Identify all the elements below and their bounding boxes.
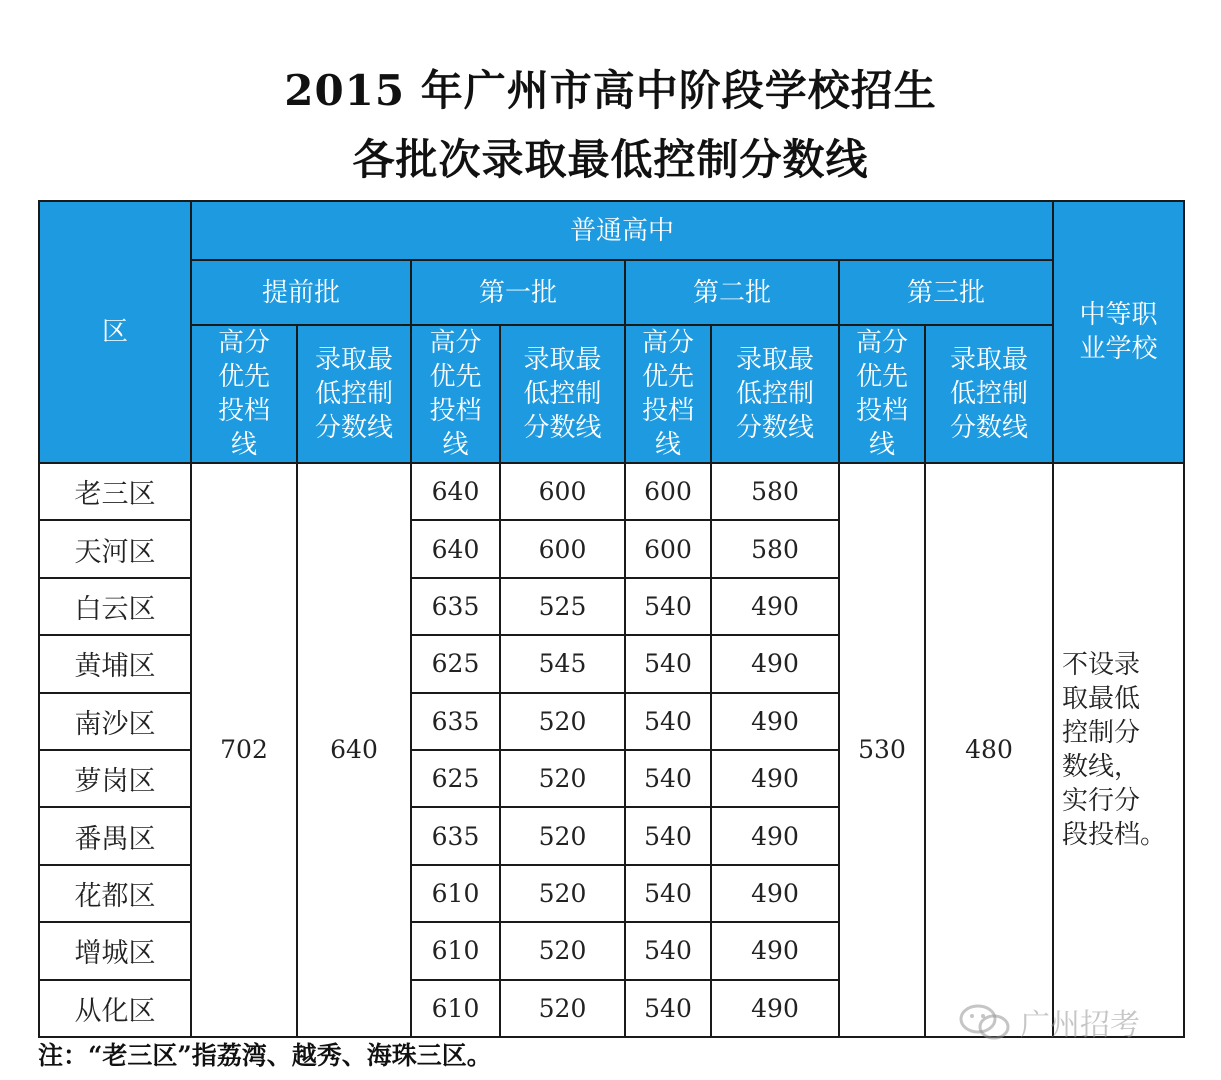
batch1-min-score: 520 [500,693,625,750]
header-sub-text: 低控制 [523,379,602,409]
header-sub-text: 优先 [217,362,270,392]
batch1-high-score: 635 [411,693,500,750]
header-sub-text: 低控制 [314,379,393,409]
district-cell: 天河区 [39,520,191,577]
header-district: 区 [39,201,191,463]
header-vocational-line: 业学校 [1079,334,1158,364]
header-sub-text: 线 [230,430,257,460]
header-min-control-line [711,325,839,463]
header-high-priority-line [411,325,500,463]
batch2-min-score: 580 [711,463,839,520]
batch2-high-score: 540 [625,578,711,635]
batch1-min-score: 520 [500,980,625,1037]
header-sub-text: 投档 [429,396,482,426]
district-cell: 黄埔区 [39,635,191,692]
batch1-min-score: 545 [500,635,625,692]
batch2-high-score: 540 [625,693,711,750]
vocational-note-line: 段投档。 [1062,819,1167,850]
header-min-control-line [297,325,411,463]
header-sub-text: 低控制 [735,379,814,409]
batch1-min-score: 520 [500,807,625,864]
header-high-priority-line [839,325,925,463]
district-cell: 老三区 [39,463,191,520]
batch2-high-score: 540 [625,807,711,864]
batch3-high-score: 530 [839,463,925,1037]
header-min-control-line [500,325,625,463]
vocational-note-line: 不设录 [1062,649,1141,680]
header-batch-1: 第一批 [411,260,625,325]
header-sub-text: 录取最 [735,345,814,375]
batch1-high-score: 635 [411,807,500,864]
batch2-min-score: 580 [711,520,839,577]
header-sub-text: 录取最 [523,345,602,375]
batch1-high-score: 610 [411,865,500,922]
district-cell: 从化区 [39,980,191,1037]
header-sub-text: 高分 [429,328,482,358]
watermark [958,1000,1140,1044]
batch1-min-score: 520 [500,750,625,807]
watermark-text: 广州招考 [1020,1008,1140,1043]
header-sub-text: 高分 [641,328,694,358]
header-sub-text: 优先 [641,362,694,392]
header-sub-text: 投档 [641,396,694,426]
batch2-high-score: 600 [625,463,711,520]
batch2-min-score: 490 [711,865,839,922]
batch2-min-score: 490 [711,578,839,635]
vocational-note-text [1062,648,1175,852]
district-cell: 萝岗区 [39,750,191,807]
batch1-high-score: 610 [411,980,500,1037]
batch1-high-score: 610 [411,922,500,979]
header-sub-text: 录取最 [950,345,1029,375]
header-sub-text: 线 [442,430,469,460]
vocational-note-line: 数线， [1062,751,1141,782]
batch1-high-score: 625 [411,750,500,807]
early-min-score: 640 [297,463,411,1037]
header-sub-text: 分数线 [735,413,814,443]
title-line-1: 2015 年广州市高中阶段学校招生 [284,66,937,115]
title-line-2: 各批次录取最低控制分数线 [352,135,869,184]
batch2-high-score: 540 [625,750,711,807]
header-vocational [1053,201,1184,463]
header-batch-early: 提前批 [191,260,411,325]
vocational-note-line: 取最低 [1062,683,1141,714]
district-cell: 增城区 [39,922,191,979]
header-sub-text: 优先 [855,362,908,392]
footnote: 注：“老三区”指荔湾、越秀、海珠三区。 [38,1041,492,1070]
batch3-min-score: 480 [925,463,1053,1037]
batch2-min-score: 490 [711,750,839,807]
batch2-high-score: 600 [625,520,711,577]
batch2-high-score: 540 [625,635,711,692]
district-cell: 白云区 [39,578,191,635]
header-sub-text: 分数线 [314,413,393,443]
batch1-min-score: 520 [500,865,625,922]
header-sub-text: 线 [654,430,681,460]
header-batch-3: 第三批 [839,260,1053,325]
header-batch-2: 第二批 [625,260,839,325]
batch2-min-score: 490 [711,693,839,750]
batch1-min-score: 525 [500,578,625,635]
batch2-high-score: 540 [625,980,711,1037]
early-high-score: 702 [191,463,297,1037]
header-sub-text: 分数线 [950,413,1029,443]
district-cell: 番禺区 [39,807,191,864]
batch2-min-score: 490 [711,635,839,692]
header-sub-text: 录取最 [314,345,393,375]
batch2-min-score: 490 [711,980,839,1037]
wechat-icon [958,1002,1012,1042]
batch1-min-score: 520 [500,922,625,979]
batch1-high-score: 640 [411,463,500,520]
header-high-priority-line [191,325,297,463]
header-sub-text: 投档 [855,396,908,426]
header-general-high: 普通高中 [191,201,1053,260]
header-sub-text: 高分 [855,328,908,358]
table-row [39,463,1184,520]
vocational-note-line: 控制分 [1062,717,1141,748]
vocational-note-line: 实行分 [1062,785,1141,816]
header-high-priority-line [625,325,711,463]
header-vocational-line: 中等职 [1079,300,1158,330]
batch1-min-score: 600 [500,520,625,577]
header-sub-text: 投档 [217,396,270,426]
batch2-min-score: 490 [711,807,839,864]
batch2-high-score: 540 [625,922,711,979]
score-table [38,200,1185,1038]
header-sub-text: 高分 [217,328,270,358]
batch1-high-score: 640 [411,520,500,577]
header-sub-text: 优先 [429,362,482,392]
header-min-control-line [925,325,1053,463]
batch2-min-score: 490 [711,922,839,979]
batch1-high-score: 625 [411,635,500,692]
header-sub-text: 分数线 [523,413,602,443]
header-sub-text: 线 [868,430,895,460]
district-cell: 南沙区 [39,693,191,750]
batch1-min-score: 600 [500,463,625,520]
vocational-note [1053,463,1184,1037]
batch1-high-score: 635 [411,578,500,635]
header-sub-text: 低控制 [950,379,1029,409]
district-cell: 花都区 [39,865,191,922]
batch2-high-score: 540 [625,865,711,922]
